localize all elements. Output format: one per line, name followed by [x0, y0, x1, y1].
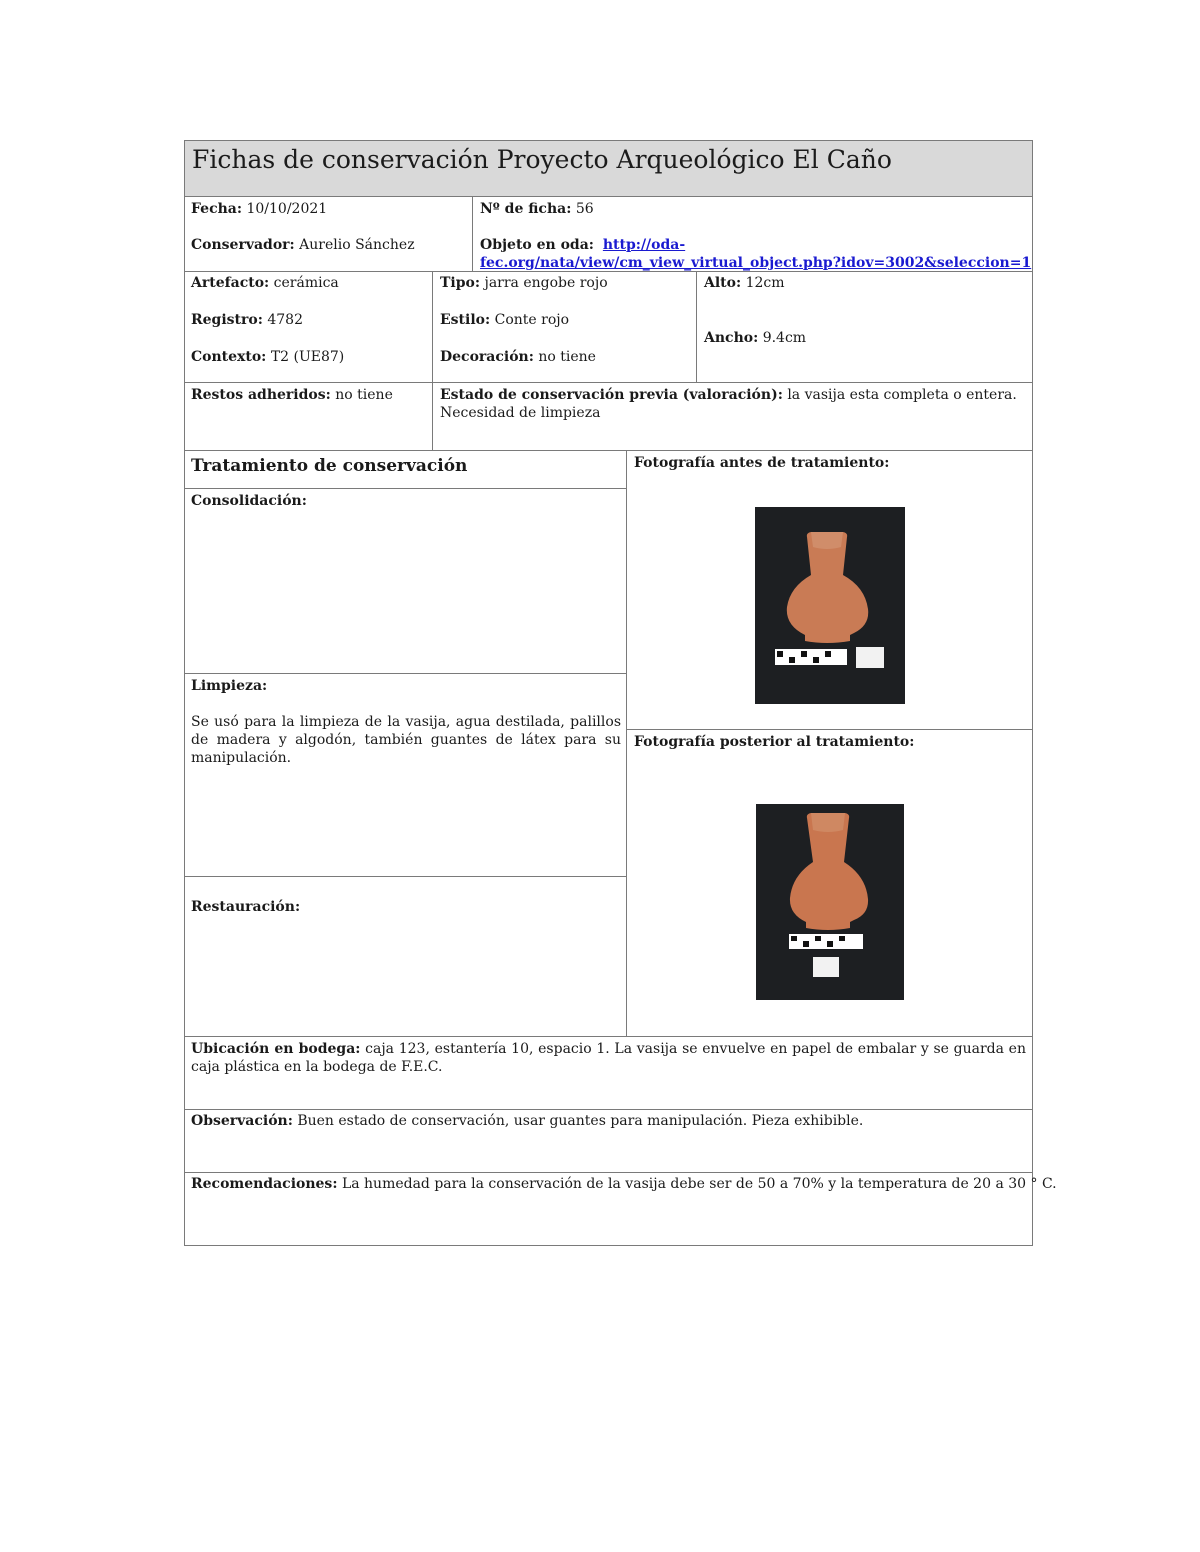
- artefacto-cell: [184, 271, 433, 383]
- treatment-heading: Tratamiento de conservación: [191, 456, 468, 476]
- photo-after: [756, 804, 904, 1000]
- conservador-field: Conservador: Aurelio Sánchez: [191, 237, 415, 253]
- objeto-link-cont: [480, 254, 1031, 272]
- restos-cell: [184, 382, 433, 451]
- conservation-form: [184, 140, 1057, 1246]
- consolidacion-label: Consolidación:: [191, 493, 307, 509]
- photo-after-cell: [626, 729, 1033, 1037]
- objeto-link[interactable]: http://oda-: [602, 237, 686, 253]
- objeto-link-line2[interactable]: fec.org/nata/view/cm_view_virtual_object.php?idov=3002&seleccion=1: [480, 255, 1032, 271]
- vessel-after-image: [756, 804, 904, 1000]
- photo-before-cell: [626, 450, 1033, 730]
- tipo-cell: [432, 271, 697, 383]
- tipo-field: Tipo: jarra engobe rojo: [440, 275, 608, 291]
- limpieza-text: Se usó para la limpieza de la vasija, agua destilada, palillos de madera y algodón, también guantes de látex para su manipulación.: [191, 714, 621, 766]
- restauracion-cell: [184, 876, 627, 1037]
- photo-after-label: Fotografía posterior al tratamiento:: [634, 734, 915, 750]
- objeto-field: Objeto en oda: http://oda-: [480, 237, 686, 253]
- photo-before: [755, 507, 905, 704]
- estado-line2: Necesidad de limpieza: [440, 405, 601, 421]
- artefacto-field: Artefacto: cerámica: [191, 275, 339, 291]
- estado-cell: [432, 382, 1033, 451]
- restauracion-label: Restauración:: [191, 899, 301, 915]
- recomendaciones-field: Recomendaciones: La humedad para la conservación de la vasija debe ser de 50 a 70% y la temperatura de 20 a 30 ° C.: [191, 1176, 1057, 1192]
- vessel-before-image: [755, 507, 905, 704]
- photo-before-label: Fotografía antes de tratamiento:: [634, 455, 890, 471]
- registro-field: Registro: 4782: [191, 312, 303, 328]
- page-title: Fichas de conservación Proyecto Arqueológico El Caño: [192, 145, 892, 174]
- contexto-field: Contexto: T2 (UE87): [191, 349, 345, 365]
- observacion-cell: [184, 1109, 1033, 1173]
- ficha-field: Nº de ficha: 56: [480, 201, 594, 217]
- fecha-field: Fecha: 10/10/2021: [191, 201, 328, 217]
- restos-field: Restos adheridos: no tiene: [191, 387, 393, 403]
- form-header: [184, 140, 1033, 197]
- alto-field: Alto: 12cm: [704, 275, 785, 291]
- ficha-object-cell: [472, 196, 1033, 272]
- ubicacion-cell: [184, 1036, 1033, 1110]
- limpieza-label: Limpieza:: [191, 678, 268, 694]
- dimensions-cell: [696, 271, 1033, 383]
- estilo-field: Estilo: Conte rojo: [440, 312, 570, 328]
- date-conservator-cell: [184, 196, 473, 272]
- ubicacion-field: Ubicación en bodega: caja 123, estantería 10, espacio 1. La vasija se envuelve en papel de embalar y se guarda en caja plástica en la bodega de F.E.C.: [191, 1041, 1026, 1075]
- estado-field: Estado de conservación previa (valoración): la vasija esta completa o entera.: [440, 387, 1017, 403]
- consolidacion-cell: [184, 488, 627, 674]
- observacion-field: Observación: Buen estado de conservación, usar guantes para manipulación. Pieza exhibible.: [191, 1113, 864, 1129]
- treatment-heading-cell: [184, 450, 627, 489]
- limpieza-cell: [184, 673, 627, 877]
- decoracion-field: Decoración: no tiene: [440, 349, 596, 365]
- recomendaciones-cell: [184, 1172, 1057, 1246]
- ancho-field: Ancho: 9.4cm: [704, 330, 807, 346]
